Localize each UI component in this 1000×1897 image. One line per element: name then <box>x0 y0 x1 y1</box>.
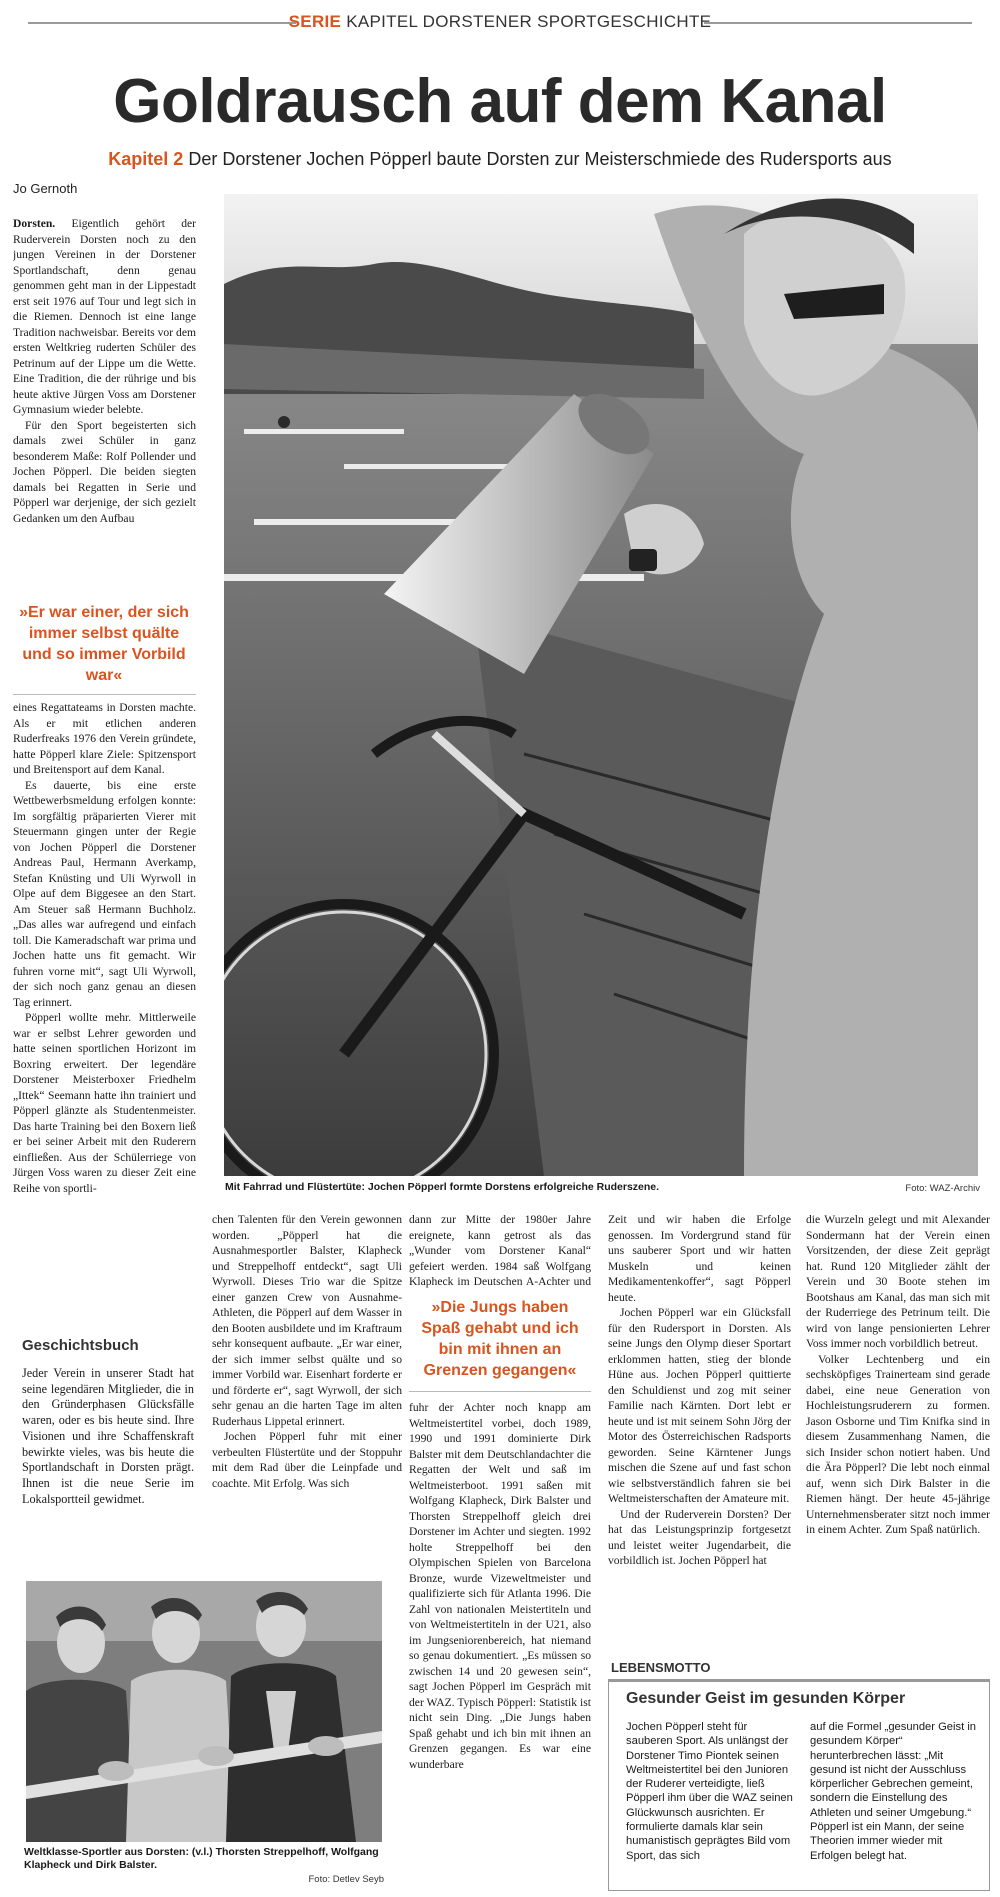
dateline: Dorsten. <box>13 217 56 230</box>
headline: Goldrausch auf dem Kanal <box>113 67 887 136</box>
article-paragraph: Für den Sport begeisterten sich damals zwei Schüler in ganz besonderem Maße: Rolf Pollender und Jochen Pöpperl. Die beiden siegten damals bei Regatten in Serie und Pöpperl war derjenige, der sich gezielt Gedanken um den Aufbau <box>13 418 196 525</box>
article-col3-top <box>409 1212 591 1292</box>
motto-label: LEBENSMOTTO <box>611 1660 711 1675</box>
subhead <box>0 149 1000 170</box>
pull-quote-1: »Er war einer, der sich immer selbst quälte und so immer Vorbild war« <box>19 604 189 684</box>
article-paragraph: fuhr der Achter noch knapp am Weltmeistertitel vorbei, doch 1989, 1990 und 1991 dominierte Dirk Balster mit dem Deutschlandachter die Regatten der Welt und saß im Weltmeisterboot. 1991 saßen mit Wolfgang Klapheck, Dirk Balster und Thorsten Streppelhoff gleich drei Dorstener im Achter und siegten. 1992 holte Streppelhoff bei den Olympischen Spielen von Barcelona Bronze, wurde Vizeweltmeister und qualifizierte sich für Atlanta 1996. Die Zahl von nationalen Meistertiteln und von Weltmeistertiteln in der U21, also im Jungseniorenbereich, hat niemand so genau dokumentiert. „Es müssen so zwischen 14 und 20 gewesen sein“, sagt Jochen Pöpperl im Gespräch mit der WAZ. Typisch Pöpperl: Statistik ist nicht sein Ding. „Die Jungs haben Spaß gehabt und ich bin mit ihnen an Grenzen gegangen. Es war eine wunderbare <box>409 1401 591 1771</box>
byline: Jo Gernoth <box>13 181 78 196</box>
pull-quote-2: »Die Jungs haben Spaß gehabt und ich bin mit ihnen an Grenzen gegangen« <box>421 1299 579 1379</box>
article-col1-top <box>13 216 196 594</box>
rowing-coach-photo <box>224 194 978 1176</box>
sidebar-body: Jeder Verein in unserer Stadt hat seine legendären Mitglieder, die in den Gründerphasen Glücksfälle waren, oder es bis heute sind. Ihre Visionen und ihre Schaffenskraft bewirkte vieles, was bis heute die Sportlandschaft in Dorsten prägt. Ihnen ist die neue Serie im Lokalsportteil gewidmet. <box>22 1366 194 1506</box>
main-photo <box>224 194 978 1176</box>
article-paragraph: Jochen Pöpperl war ein Glücksfall für den Rudersport in Dorsten. Als seine Jungs den Olymp dieser Sportart erklommen hatten, stieg der blonde Hüne aus. Jochen Pöpperl quittierte den Schuldienst und zog mit seiner Familie nach Kärnten. Dort lebt er heute und ist mit seinem Sohn Jörg der Motor des Österreichischen Radsports geworden. Seine Kärntener Jungs mischen die Szene auf und fast schon wie selbstverständlich fahren sie bei Weltmeisterschaften der Amateure mit. <box>608 1306 791 1505</box>
athletes-photo <box>26 1581 382 1842</box>
athletes-photo-image <box>26 1581 382 1842</box>
subhead-text: Der Dorstener Jochen Pöpperl baute Dorsten zur Meisterschmiede des Rudersports aus <box>188 149 892 169</box>
sidebar-title: Geschichtsbuch <box>22 1337 139 1354</box>
pull-quote-rule-2 <box>409 1391 591 1392</box>
article-paragraph: die Wurzeln gelegt und mit Alexander Sondermann hat der Verein einen Vorsitzenden, der diese Zeit geprägt hat. Rund 120 Mitglieder zählt der Verein und 30 Boote stehen im Bootshaus am Kanal, das man sich mit der Ruderriege des Petrinum teilt. Die wird von lange pensionierten Lehrer Voss immer noch vorbildlich betreut. <box>806 1213 990 1350</box>
article-paragraph: Zeit und wir haben die Erfolge genossen. Im Vordergrund stand für uns sauberer Sport und wir hatten Muskeln und keinen Medikamentenkoffer“, sagt Pöpperl heute. <box>608 1213 791 1304</box>
main-photo-caption: Mit Fahrrad und Flüstertüte: Jochen Pöpperl formte Dorstens erfolgreiche Ruderszene. <box>225 1181 660 1193</box>
article-col5 <box>806 1212 990 1652</box>
article-paragraph: Eigentlich gehört der Ruderverein Dorsten noch zu den jungen Vereinen in der Dorstener Sportlandschaft, denn genau genommen geht man in der Lippestadt erst seit 1976 auf Tour und legt sich in die Riemen. Dennoch ist eine lange Tradition nachweisbar. Bereits vor dem ersten Weltkrieg ruderten Schüler des Petrinum auf der Lippe um die Wette. Eine Tradition, die der rührige und bis heute aktive Jürgen Voss am Dorstener Gymnasium wieder belebte. <box>13 217 196 416</box>
article-col2 <box>212 1212 402 1592</box>
motto-col2: auf die Formel „gesunder Geist in gesundem Körper“ herunterbrechen lässt: „Mit gesund ist nicht der Ausschluss körperlicher Gebrechen gemeint, sondern die Einstellung des Athleten und seiner Umgebung.“ Pöpperl ist ein Mann, der seine Theorien immer wieder mit Erfolgen belegt hat. <box>810 1721 977 1862</box>
article-col1-bottom <box>13 700 196 1306</box>
article-paragraph: Pöpperl wollte mehr. Mittlerweile war er selbst Lehrer geworden und hatte seinen sportlichen Horizont im Boxring erweitert. Der legendäre Dorstener Meisterboxer Friedhelm „Ittek“ Seemann hatte ihn trainiert und Pöpperl glänzte als Studentenmeister. Das harte Training bei den Boxern ließ er bei seiner Arbeit mit den Ruderern einfließen. Aus der Schülerriege von Jürgen Voss waren zu dieser Zeit eine Reihe von sportli- <box>13 1011 196 1195</box>
article-paragraph: Es dauerte, bis eine erste Wettbewerbsmeldung erfolgen konnte: Im sorgfältig präparierten Vierer mit Steuermann gingen unter der Regie von Jochen Pöpperl die Dorstener Andreas Paul, Hermann Averkamp, Stefan Knüsting und Uli Wyrwoll in Olpe auf dem Biggesee an den Start. Am Steuer saß Hermann Buchholz. „Das alles war aufregend und einfach toll. Die Kameradschaft war prima und Jochen hatte uns fit gemacht. Wir fuhren vorne mit“, sagt Uli Wyrwoll, der sich noch ganz genau an diesen Tag erinnert. <box>13 778 196 1009</box>
article-paragraph: Und der Ruderverein Dorsten? Der hat das Leistungsprinzip fortgesetzt und leistet weiter Jugendarbeit, die vorbildlich ist. Jochen Pöpperl hat <box>608 1507 791 1567</box>
main-photo-credit: Foto: WAZ-Archiv <box>905 1183 980 1194</box>
article-paragraph: Jochen Pöpperl fuhr mit einer verbeulten Flüstertüte und der Stoppuhr mit dem Rad über die Leinpfade und coachte. Mit Erfolg. Was sich <box>212 1430 402 1490</box>
article-paragraph: eines Regattateams in Dorsten machte. Als er mit etlichen anderen Ruderfreaks 1976 den Verein gründete, hatte Pöpperl klare Ziele: Spitzensport und Breitensport auf dem Kanal. <box>13 701 196 776</box>
athletes-photo-caption: Weltklasse-Sportler aus Dorsten: (v.l.) Thorsten Streppelhoff, Wolfgang Klapheck und Dirk Balster. <box>24 1846 379 1871</box>
section-title: KAPITEL DORSTENER SPORTGESCHICHTE <box>346 12 712 31</box>
section-kicker <box>0 12 1000 32</box>
motto-title: Gesunder Geist im gesunden Körper <box>626 1690 906 1707</box>
article-col4 <box>608 1212 791 1652</box>
series-label: SERIE <box>288 12 342 31</box>
athletes-photo-credit: Foto: Detlev Seyb <box>308 1874 384 1885</box>
motto-col1: Jochen Pöpperl steht für sauberen Sport. Als unlängst der Dorstener Timo Piontek seinen Weltmeistertitel bei den Junioren der Ruderer verteidigte, ließ Pöpperl ihm über die WAZ seinen Glückwunsch ausrichten. Er formulierte damals klar sein humanistisch geprägtes Bild vom Sport, das sich <box>626 1721 793 1862</box>
chapter-label: Kapitel 2 <box>108 149 184 169</box>
article-col3-bottom <box>409 1400 591 1892</box>
article-paragraph: chen Talenten für den Verein gewonnen worden. „Pöpperl hat die Ausnahmesportler Balster, Klapheck und Streppelhoff entdeckt“, sagt Uli Wyrwoll. Dieses Trio war die Spitze einer ganzen Crew von Ausnahme-Athleten, die Pöpperl auf dem Wasser in den Booten ausbildete und im Kraftraum sehr konsequent aufbaute. „Er war einer, der sich immer selbst quälte und so immer Vorbild war. Eisenhart forderte er und förderte er“, sagt Wyrwoll, der sich sehr genau an die harten Tage im alten Ruderhaus Lippetal erinnert. <box>212 1213 402 1428</box>
article-paragraph: dann zur Mitte der 1980er Jahre ereignete, kann getrost als das „Wunder vom Dorstener Kanal“ gefeiert werden. 1984 saß Wolfgang Klapheck im Deutschen A-Achter und <box>409 1213 591 1288</box>
article-paragraph: Volker Lechtenberg und ein sechsköpfiges Trainerteam sind gerade dabei, eine neue Generation von Hochleistungsruderern zu formen. Jason Osborne und Tim Knifka sind in diesem Zusammenhang Namen, die sich Insider schon notiert haben. Und die Ära Pöpperl? Die lebt noch einmal auf, wenn sich Dirk Balster in die Riemen hängt. Der heute 45-jährige Unternehmensberater sitzt noch immer in einem Achter. Zum Spaß natürlich. <box>806 1352 990 1536</box>
pull-quote-rule <box>13 694 196 695</box>
